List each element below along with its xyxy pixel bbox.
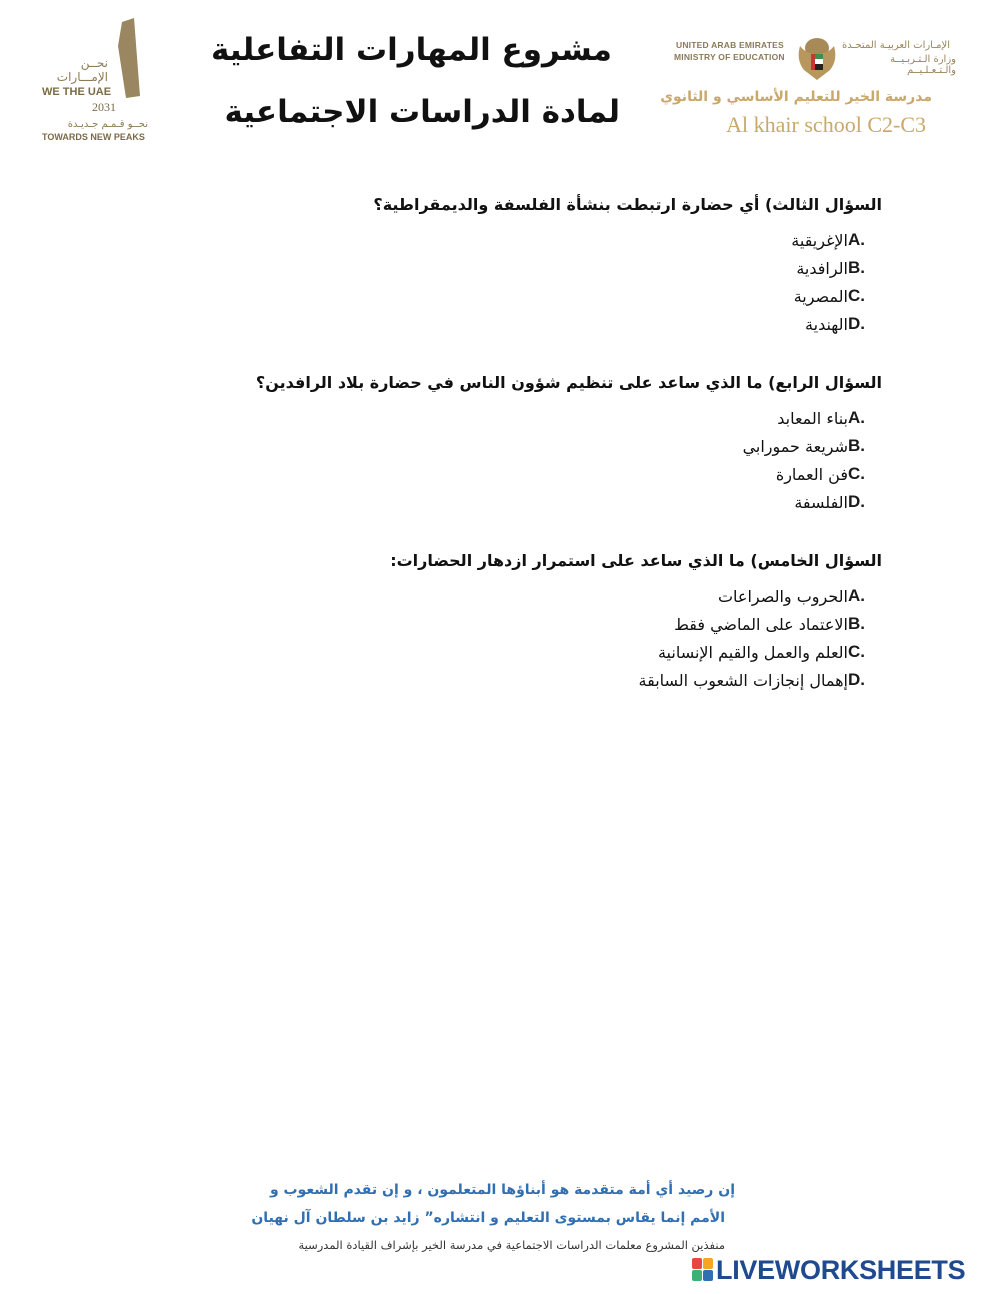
option-text: الاعتماد على الماضي فقط xyxy=(674,614,848,634)
question-text: السؤال الثالث) أي حضارة ارتبطت بنشأة الفلسفة والديمقراطية؟ xyxy=(373,195,882,214)
question-text: السؤال الرابع) ما الذي ساعد على تنظيم شؤون الناس في حضارة بلاد الرافدين؟ xyxy=(255,373,882,392)
question-text: السؤال الخامس) ما الذي ساعد على استمرار ازدهار الحضارات: xyxy=(390,551,882,570)
option-b[interactable] xyxy=(390,610,882,638)
school-name-arabic: مدرسة الخير للتعليم الأساسي و الثانوي xyxy=(660,89,932,105)
option-text: الفلسفة xyxy=(794,492,848,512)
option-d[interactable] xyxy=(390,666,882,694)
option-letter: C. xyxy=(848,464,865,483)
option-letter: B. xyxy=(848,614,865,633)
quote-line-1: إن رصيد أي أمة متقدمة هو أبناؤها المتعلمون ، و إن تقدم الشعوب و xyxy=(269,1182,735,1198)
liveworksheets-wordmark: LIVEWORKSHEETS xyxy=(716,1254,966,1285)
option-text: الهندية xyxy=(805,314,848,334)
option-b[interactable] xyxy=(373,254,882,282)
ministry-en-line1: UNITED ARAB EMIRATES xyxy=(676,40,784,50)
options-list xyxy=(256,404,882,516)
option-c[interactable] xyxy=(256,460,882,488)
option-text: الرافدية xyxy=(796,258,848,278)
page-title-line2: لمادة الدراسات الاجتماعية xyxy=(224,94,620,130)
option-text: الحروب والصراعات xyxy=(717,586,848,606)
option-a[interactable] xyxy=(390,582,882,610)
liveworksheets-logo[interactable] xyxy=(692,1254,992,1286)
option-letter: C. xyxy=(848,286,865,305)
option-letter: D. xyxy=(848,670,865,689)
ministry-ar-line2: وزارة الـتـربـيــة والـتـعـلـيــم xyxy=(890,54,956,76)
option-c[interactable] xyxy=(390,638,882,666)
we-the-uae-ar-line2: الإمـــارات xyxy=(56,70,108,84)
we-the-uae-ar-tagline: نحــو قـمـم جـديـدة xyxy=(67,119,148,130)
option-letter: A. xyxy=(848,230,865,249)
option-letter: B. xyxy=(848,258,865,277)
we-the-uae-en: WE THE UAE xyxy=(42,86,112,98)
option-text: العلم والعمل والقيم الإنسانية xyxy=(657,642,848,662)
option-c[interactable] xyxy=(373,282,882,310)
option-letter: B. xyxy=(848,436,865,455)
uae-emblem-icon xyxy=(794,30,840,82)
school-name-english: Al khair school C2-C3 xyxy=(726,112,926,137)
question-3 xyxy=(373,195,882,338)
options-list xyxy=(390,582,882,694)
option-text: بناء المعابد xyxy=(777,408,848,428)
option-d[interactable] xyxy=(256,488,882,516)
question-4 xyxy=(256,373,882,516)
we-the-uae-ar-line1: نحــن xyxy=(80,56,108,70)
liveworksheets-blocks-icon xyxy=(692,1258,714,1282)
we-the-uae-logo xyxy=(38,18,158,148)
option-text: فن العمارة xyxy=(775,464,848,484)
option-letter: A. xyxy=(848,408,865,427)
option-letter: D. xyxy=(848,314,865,333)
option-text: المصرية xyxy=(793,286,848,306)
option-letter: A. xyxy=(848,586,865,605)
we-the-uae-en-tagline: TOWARDS NEW PEAKS xyxy=(42,132,145,142)
ministry-en-line2: MINISTRY OF EDUCATION xyxy=(674,52,785,62)
option-text: الإغريقية xyxy=(791,230,848,250)
page-title-line1: مشروع المهارات التفاعلية xyxy=(211,32,612,68)
ministry-logo xyxy=(670,30,980,90)
options-list xyxy=(373,226,882,338)
quote-line-2: الأمم إنما يقاس بمستوى التعليم و انتشاره” زايد بن سلطان آل نهيان xyxy=(251,1210,725,1226)
option-b[interactable] xyxy=(256,432,882,460)
option-letter: C. xyxy=(848,642,865,661)
option-letter: D. xyxy=(848,492,865,511)
option-d[interactable] xyxy=(373,310,882,338)
credit-line: منفذين المشروع معلمات الدراسات الاجتماعية في مدرسة الخير بإشراف القيادة المدرسية xyxy=(298,1238,725,1252)
option-text: إهمال إنجازات الشعوب السابقة xyxy=(638,670,848,690)
option-text: شريعة حمورابي xyxy=(742,436,848,456)
option-a[interactable] xyxy=(256,404,882,432)
we-the-uae-year: 2031 xyxy=(92,100,116,114)
question-5 xyxy=(390,551,882,694)
ministry-ar-line1: الإمـارات العربيـة المتحـدة xyxy=(842,40,950,51)
option-a[interactable] xyxy=(373,226,882,254)
